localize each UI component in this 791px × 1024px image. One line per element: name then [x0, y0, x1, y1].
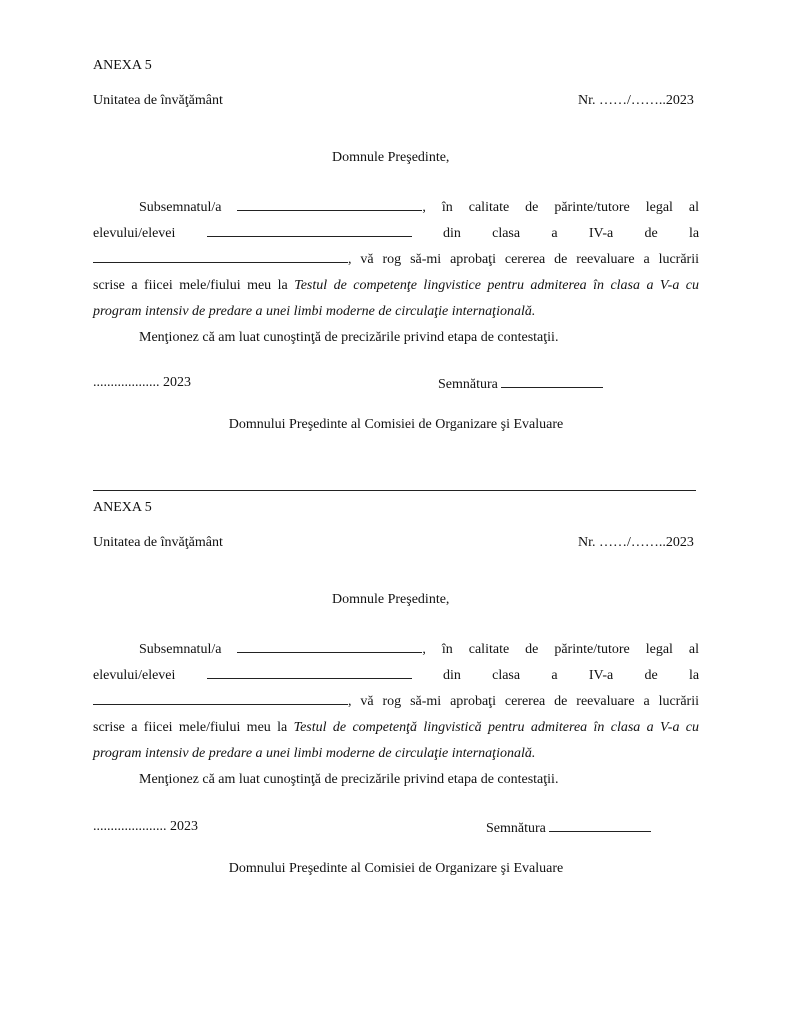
- request-paragraph: [93, 195, 699, 351]
- test-name-part2: program intensiv de predare a unei limbi moderne de circulaţie internaţională.: [93, 746, 536, 761]
- word-din: din: [442, 668, 461, 683]
- student-name-field[interactable]: [207, 223, 412, 237]
- signature-label: Semnătura: [486, 821, 546, 836]
- word-la: la: [688, 668, 700, 683]
- test-name-part1: Testul de competenţe lingvistice pentru admiterea în clasa a V-a cu: [294, 278, 700, 293]
- registration-number: Nr. ……/……..2023: [578, 535, 694, 550]
- request-text: , vă rog să-mi aprobaţi cererea de reevaluare a lucrării: [348, 252, 699, 267]
- line-student: [93, 221, 699, 247]
- salutation: Domnule Preşedinte,: [332, 592, 450, 607]
- date-field[interactable]: ..................... 2023: [93, 819, 198, 834]
- student-label: elevului/elevei: [93, 668, 176, 683]
- signature-area: [438, 374, 603, 394]
- mention-text: Menţionez că am luat cunoştinţă de precizările privind etapa de contestaţii.: [139, 772, 559, 787]
- line-test2: [93, 741, 699, 767]
- word-clasa: clasa: [492, 226, 521, 241]
- date-field[interactable]: ................... 2023: [93, 375, 191, 390]
- request-text: , vă rog să-mi aprobaţi cererea de reevaluare a lucrării: [348, 694, 699, 709]
- parent-name-field[interactable]: [237, 639, 422, 653]
- word-din: din: [442, 226, 461, 241]
- line-student: [93, 663, 699, 689]
- line-test2: [93, 299, 699, 325]
- line-subsemnatul: [93, 637, 699, 663]
- test-name-part2: program intensiv de predare a unei limbi moderne de circulaţie internaţională.: [93, 304, 536, 319]
- mention-text: Menţionez că am luat cunoştinţă de precizările privind etapa de contestaţii.: [139, 330, 559, 345]
- word-clasa: clasa: [492, 668, 521, 683]
- signature-area: [486, 818, 651, 838]
- line-request: [93, 689, 699, 715]
- annex-title: ANEXA 5: [93, 58, 152, 73]
- grade-value: IV-a: [588, 668, 614, 683]
- test-name-part1: Testul de competenţă lingvistică pentru admiterea în clasa a V-a cu: [293, 720, 700, 735]
- word-la: la: [688, 226, 700, 241]
- school-name-field[interactable]: [93, 249, 348, 263]
- line-subsemnatul: [93, 195, 699, 221]
- grade-value: IV-a: [588, 226, 614, 241]
- subsemnatul-label: Subsemnatul/a: [139, 642, 222, 657]
- registration-number: Nr. ……/……..2023: [578, 93, 694, 108]
- line-mention: [93, 325, 699, 351]
- addressee: Domnului Preşedinte al Comisiei de Organizare şi Evaluare: [228, 861, 564, 876]
- subsemnatul-label: Subsemnatul/a: [139, 200, 222, 215]
- unit-label: Unitatea de învăţământ: [93, 535, 223, 550]
- line-mention: [93, 767, 699, 793]
- signature-field[interactable]: [549, 818, 651, 832]
- student-label: elevului/elevei: [93, 226, 176, 241]
- unit-label: Unitatea de învăţământ: [93, 93, 223, 108]
- addressee: Domnului Preşedinte al Comisiei de Organizare şi Evaluare: [228, 417, 564, 432]
- parent-name-field[interactable]: [237, 197, 422, 211]
- scrise-text: scrise a fiicei mele/fiului meu la: [93, 720, 294, 735]
- role-text: , în calitate de părinte/tutore legal al: [422, 200, 700, 215]
- word-a: a: [551, 668, 558, 683]
- salutation: Domnule Preşedinte,: [332, 150, 450, 165]
- line-test1: [93, 273, 699, 299]
- signature-label: Semnătura: [438, 377, 498, 392]
- request-paragraph: [93, 637, 699, 793]
- word-de: de: [644, 226, 658, 241]
- student-name-field[interactable]: [207, 665, 412, 679]
- line-test1: [93, 715, 699, 741]
- annex-title: ANEXA 5: [93, 500, 152, 515]
- cut-line-divider: [93, 490, 696, 491]
- word-de: de: [644, 668, 658, 683]
- line-request: [93, 247, 699, 273]
- word-a: a: [551, 226, 558, 241]
- signature-field[interactable]: [501, 374, 603, 388]
- scrise-text: scrise a fiicei mele/fiului meu la: [93, 278, 295, 293]
- role-text: , în calitate de părinte/tutore legal al: [422, 642, 700, 657]
- school-name-field[interactable]: [93, 691, 348, 705]
